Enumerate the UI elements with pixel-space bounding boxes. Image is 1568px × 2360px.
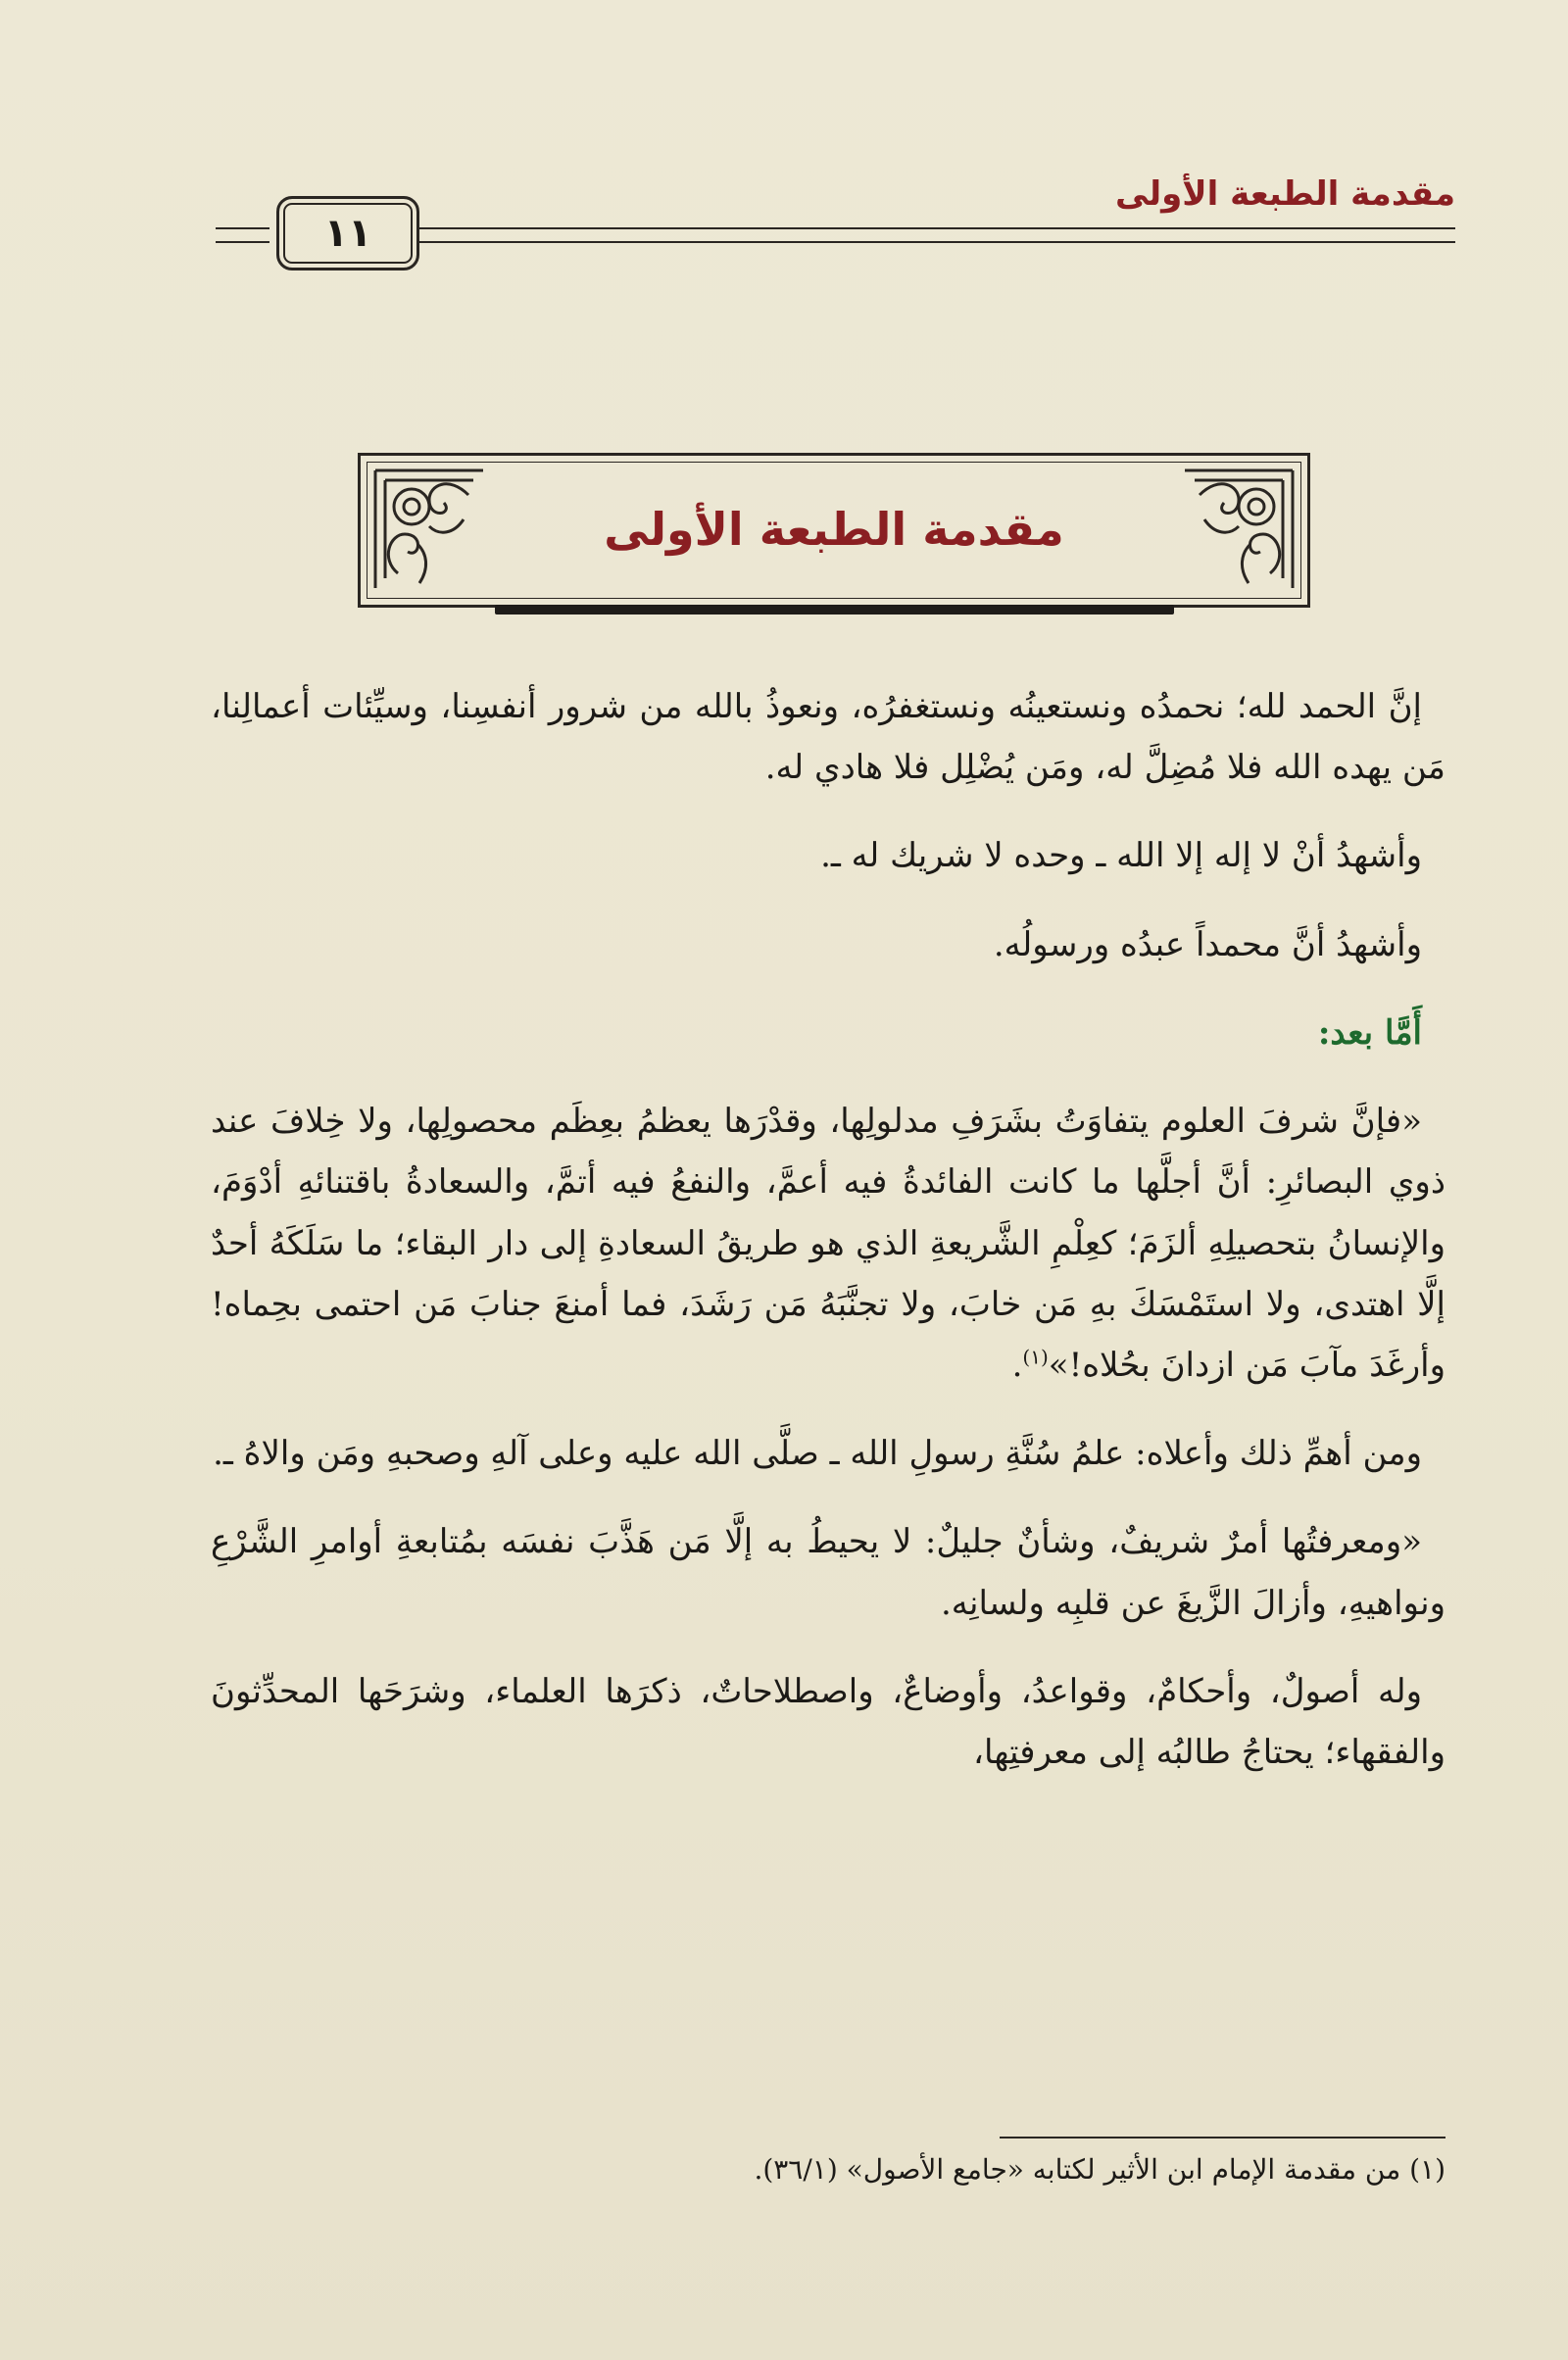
amma-heading	[211, 1003, 1446, 1063]
page-number: ١١	[323, 211, 372, 256]
page-number-frame	[276, 196, 419, 270]
paragraph-5: ومن أهمِّ ذلك وأعلاه: علمُ سُنَّةِ رسولِ الله ـ صلَّى الله عليه وعلى آلهِ وصحبهِ ومَن والاهُ ـ.	[213, 1434, 1422, 1474]
paragraph-7: وله أصولٌ، وأحكامٌ، وقواعدُ، وأوضاعٌ، واصطلاحاتٌ، ذكرَها العلماء، وشرَحَها المحدِّثونَ والفقهاء؛ يحتاجُ طالبُه إلى معرفتِها،	[211, 1671, 1446, 1773]
paragraph-2: وأشهدُ أنْ لا إله إلا الله ـ وحده لا شريك له ـ.	[820, 836, 1422, 876]
footnote-reference: (١)	[1022, 1345, 1049, 1369]
paragraph-4	[211, 1091, 1446, 1396]
paragraph-1: إنَّ الحمد لله؛ نحمدُه ونستعينُه ونستغفرُه، ونعوذُ بالله من شرور أنفسِنا، وسيِّئات أعمالِنا، مَن يهده الله فلا مُضِلَّ له، ومَن يُضْلِل فلا هادي له.	[211, 687, 1446, 788]
header-rule-left	[216, 227, 270, 243]
paragraph-6: «ومعرفتُها أمرٌ شريفٌ، وشأنٌ جليلٌ: لا يحيطُ به إلَّا مَن هَذَّبَ نفسَه بمُتابعةِ أوامرِ الشَّرْعِ ونواهيهِ، وأزالَ الزَّيغَ عن قلبِه ولسانِه.	[211, 1522, 1446, 1623]
chapter-title: مقدمة الطبعة الأولى	[604, 503, 1064, 556]
footnote: (١) من مقدمة الإمام ابن الأثير لكتابه «جامع الأصول» (٣٦/١).	[754, 2153, 1446, 2186]
chapter-heading-underline	[495, 605, 1174, 615]
amma-label: أَمَّا بعد:	[1317, 1012, 1422, 1053]
running-title: مقدمة الطبعة الأولى	[1114, 174, 1455, 214]
paragraph-4-text: «فإنَّ شرفَ العلوم يتفاوَتُ بشَرَفِ مدلولِها، وقدْرَها يعظمُ بعِظَم محصولِها، ولا خِلافَ عند ذوي البصائرِ: أنَّ أجلَّها ما كانت الفائدةُ فيه أعمَّ، والنفعُ فيه أتمَّ، والسعادةُ باقتنائهِ أدْوَمَ، والإنسانُ بتحصيلِهِ ألزَمَ؛ كعِلْمِ الشَّريعةِ الذي هو طريقُ السعادةِ إلى دار البقاء؛ ما سَلَكَهُ أحدٌ إلَّا اهتدى، ولا استَمْسَكَ بهِ مَن خابَ، ولا تجنَّبَهُ مَن رَشَدَ، فما أمنعَ جنابَ مَن احتمى بحِماه! وأرغَدَ مآبَ مَن ازدانَ بحُلاه!»	[211, 1102, 1446, 1385]
chapter-heading-frame	[358, 453, 1310, 608]
paragraph-4-end: .	[1011, 1345, 1023, 1385]
footnote-rule	[1000, 2137, 1446, 2139]
paragraph-3: وأشهدُ أنَّ محمداً عبدُه ورسولُه.	[993, 924, 1422, 964]
body-text	[211, 676, 1446, 1810]
header-rule-right	[416, 227, 1455, 243]
